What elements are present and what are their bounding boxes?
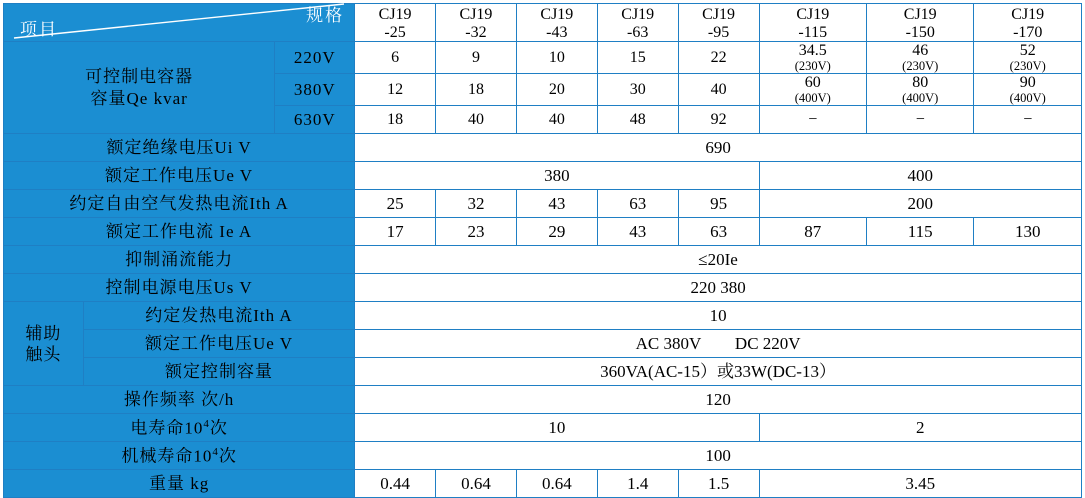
cell-380v-2: 18 [436,74,517,106]
capacitor-voltage-220v: 220V [275,42,355,74]
capacitor-label-cell [4,42,275,134]
value-ie-4: 43 [597,218,678,246]
cell-380v-6: 60 (400V) [759,74,866,106]
label-aux-control-capacity: 额定控制容量 [83,358,354,386]
table-row-aux-control-capacity [4,358,1082,386]
label-rated-operational-current: 额定工作电流 Ie A [4,218,355,246]
capacitor-voltage-380v: 380V [275,74,355,106]
table-row-capacitor-220v [4,42,1082,74]
table-row-inrush-suppression [4,246,1082,274]
table-row-mechanical-life [4,442,1082,470]
value-ie-7: 115 [867,218,974,246]
value-ith-1: 25 [355,190,436,218]
table-row-rated-insulation-voltage [4,134,1082,162]
value-ie-6: 87 [759,218,866,246]
value-rated-operational-voltage-right: 400 [759,162,1081,190]
table-row-rated-operational-current [4,218,1082,246]
cell-380v-5: 40 [678,74,759,106]
value-ie-1: 17 [355,218,436,246]
label-weight: 重量 kg [4,470,355,498]
model-header-1: CJ19 -25 [355,4,436,42]
table-row-weight [4,470,1082,498]
model-header-2: CJ19 -32 [436,4,517,42]
value-ie-8: 130 [974,218,1082,246]
cell-220v-4: 15 [597,42,678,74]
model-header-4: CJ19 -63 [597,4,678,42]
aux-label-line1: 辅助 [25,323,62,343]
value-aux-control-capacity: 360VA(AC-15）或33W(DC-13） [355,358,1082,386]
value-ith-3: 43 [516,190,597,218]
cell-220v-5: 22 [678,42,759,74]
cell-630v-2: 40 [436,106,517,134]
capacitor-label-line2: 容量Qe kvar [90,88,188,108]
value-electrical-life-left: 10 [355,414,759,442]
model-header-5: CJ19 -95 [678,4,759,42]
value-rated-insulation-voltage: 690 [355,134,1082,162]
value-weight-right: 3.45 [759,470,1081,498]
value-aux-operational-voltage: AC 380V DC 220V [355,330,1082,358]
label-rated-insulation-voltage: 额定绝缘电压Ui V [4,134,355,162]
specification-table [3,3,1082,498]
cell-220v-7: 46 (230V) [867,42,974,74]
cell-380v-3: 20 [516,74,597,106]
table-row-rated-operational-voltage [4,162,1082,190]
value-rated-operational-voltage-left: 380 [355,162,759,190]
value-operating-frequency: 120 [355,386,1082,414]
value-ith-right: 200 [759,190,1081,218]
cell-220v-3: 10 [516,42,597,74]
label-mechanical-life: 机械寿命$10^4$次 [4,442,355,470]
label-aux-thermal-current: 约定发热电流Ith A [83,302,354,330]
table-row-aux-operational-voltage [4,330,1082,358]
cell-630v-3: 40 [516,106,597,134]
table-row-conventional-thermal-current [4,190,1082,218]
value-ie-5: 63 [678,218,759,246]
label-control-supply-voltage: 控制电源电压Us V [4,274,355,302]
value-weight-1: 0.44 [355,470,436,498]
cell-630v-1: 18 [355,106,436,134]
corner-header-cell [4,4,355,42]
cell-220v-8: 52 (230V) [974,42,1082,74]
cell-380v-4: 30 [597,74,678,106]
value-weight-5: 1.5 [678,470,759,498]
cell-220v-6: 34.5 (230V) [759,42,866,74]
model-header-3: CJ19 -43 [516,4,597,42]
label-electrical-life: 电寿命$10^4$次 [4,414,355,442]
table-row-operating-frequency [4,386,1082,414]
cell-630v-4: 48 [597,106,678,134]
label-conventional-thermal-current: 约定自由空气发热电流Ith A [4,190,355,218]
corner-label-spec: 规格 [306,6,345,25]
label-rated-operational-voltage: 额定工作电压Ue V [4,162,355,190]
model-header-6: CJ19 -115 [759,4,866,42]
value-ith-5: 95 [678,190,759,218]
corner-label-item: 项目 [20,20,58,40]
spec-sheet [0,3,1085,494]
cell-380v-1: 12 [355,74,436,106]
value-ie-3: 29 [516,218,597,246]
value-weight-2: 0.64 [436,470,517,498]
capacitor-label-line1: 可控制电容器 [85,67,194,87]
cell-220v-1: 6 [355,42,436,74]
value-ith-2: 32 [436,190,517,218]
label-operating-frequency: 操作频率 次/h [4,386,355,414]
cell-380v-8: 90 (400V) [974,74,1082,106]
value-weight-4: 1.4 [597,470,678,498]
aux-contacts-label-cell [4,302,84,386]
model-header-8: CJ19 -170 [974,4,1082,42]
value-inrush-suppression: ≤20Ie [355,246,1082,274]
aux-label-line2: 触头 [25,344,62,364]
cell-380v-7: 80 (400V) [867,74,974,106]
label-inrush-suppression: 抑制涌流能力 [4,246,355,274]
value-electrical-life-right: 2 [759,414,1081,442]
cell-630v-5: 92 [678,106,759,134]
table-row-control-supply-voltage [4,274,1082,302]
cell-220v-2: 9 [436,42,517,74]
cell-630v-6: − [759,106,866,134]
table-row-aux-thermal-current [4,302,1082,330]
capacitor-voltage-630v: 630V [275,106,355,134]
value-ith-4: 63 [597,190,678,218]
model-header-7: CJ19 -150 [867,4,974,42]
value-ie-2: 23 [436,218,517,246]
table-row-electrical-life [4,414,1082,442]
cell-630v-7: − [867,106,974,134]
label-aux-operational-voltage: 额定工作电压Ue V [83,330,354,358]
value-aux-thermal-current: 10 [355,302,1082,330]
value-mechanical-life: 100 [355,442,1082,470]
table-header-row [4,4,1082,42]
cell-630v-8: − [974,106,1082,134]
value-weight-3: 0.64 [516,470,597,498]
value-control-supply-voltage: 220 380 [355,274,1082,302]
